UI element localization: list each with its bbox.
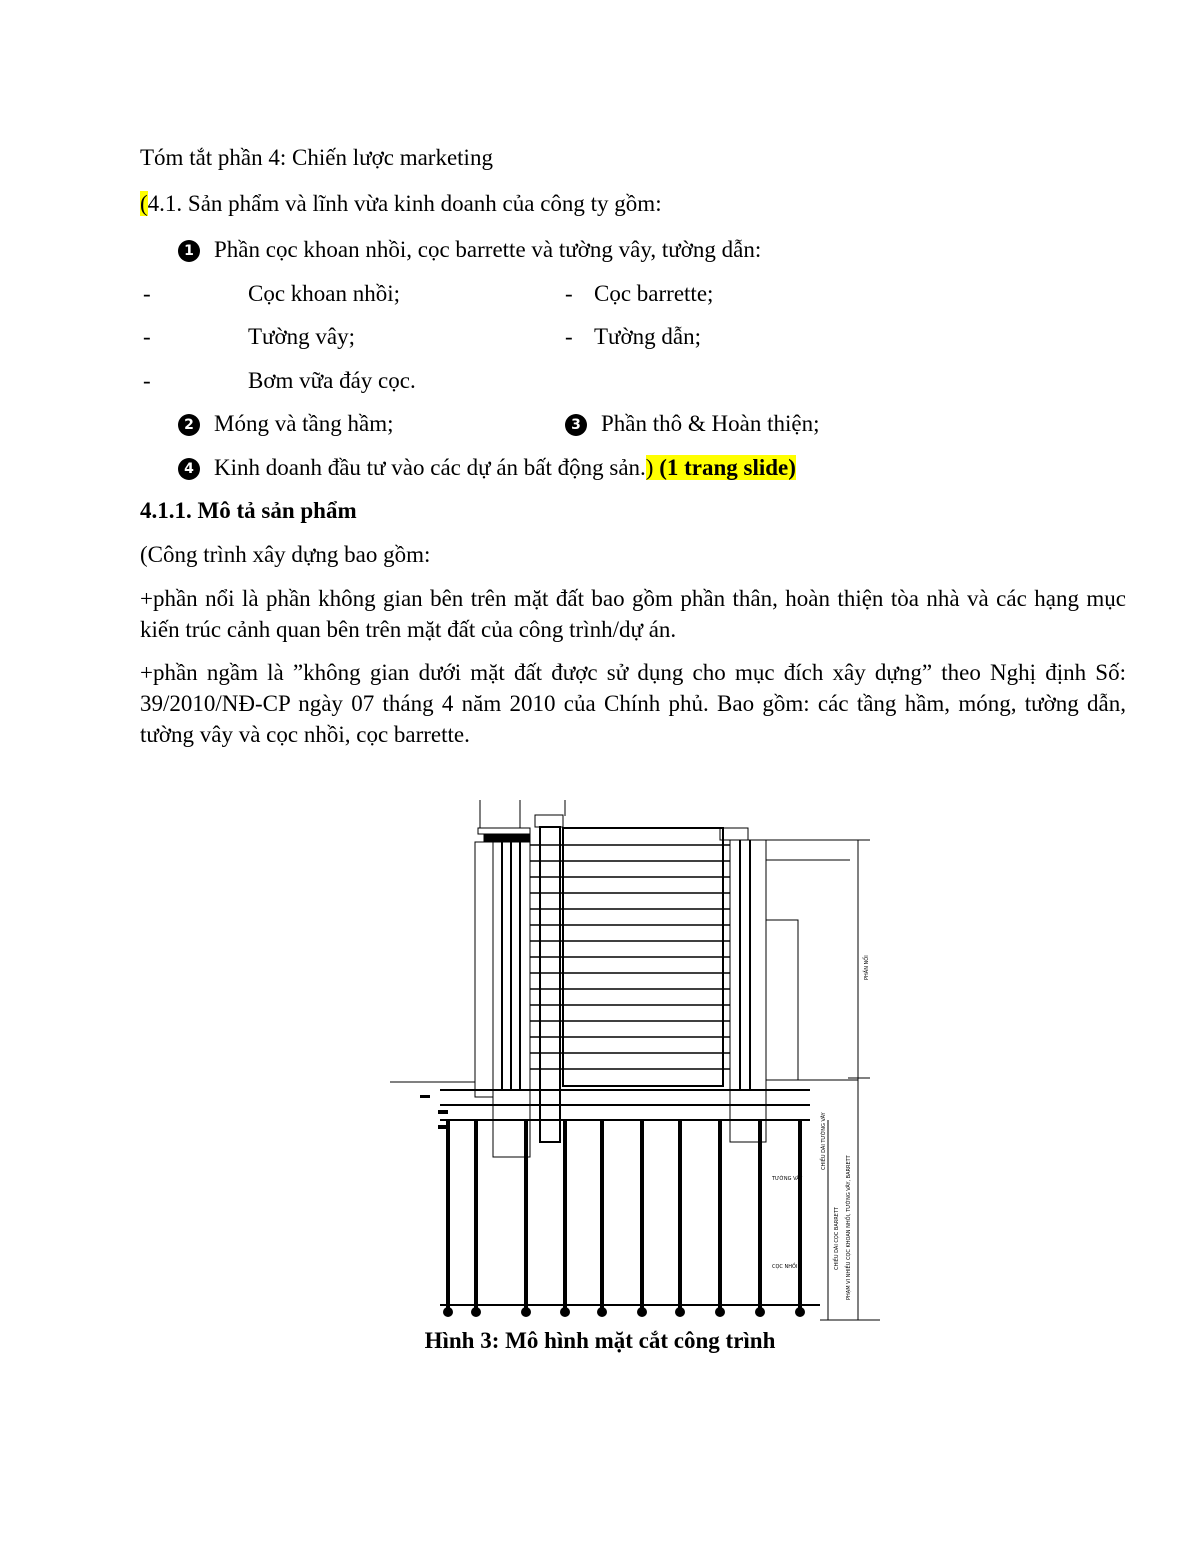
pile-tip <box>795 1307 805 1317</box>
number-1-icon: 1 <box>178 240 200 262</box>
list-item-4-text: Kinh doanh đầu tư vào các dự án bất động sản. <box>214 455 646 480</box>
dash-marker: - <box>565 281 573 306</box>
pile-tip <box>637 1307 647 1317</box>
dash-item-text: Cọc khoan nhồi; <box>248 281 401 306</box>
paragraph-above-ground: +phần nổi là phần không gian bên trên mặt đất bao gồm phần thân, hoàn thiện tòa nhà và các hạng mục kiến trúc cảnh quan bên trên mặt đất của công trình/dự án. <box>140 586 1126 642</box>
section-intro <box>140 190 662 218</box>
pile-tip <box>560 1307 570 1317</box>
pile <box>474 1120 478 1310</box>
label-tuong-vay: TƯỜNG VÂY <box>772 1176 803 1182</box>
list-item-2-text: Móng và tầng hầm; <box>214 411 394 436</box>
number-3-icon: 3 <box>565 414 587 436</box>
list-item-1-text: Phần cọc khoan nhồi, cọc barrette và tường vây, tường dẫn: <box>214 237 762 262</box>
pile-tip <box>443 1307 453 1317</box>
list-item-3-text: Phần thô & Hoàn thiện; <box>601 411 820 436</box>
pile <box>678 1120 682 1310</box>
highlight-note: ) (1 trang slide) <box>645 455 796 480</box>
label-pham-vi: PHẠM VI NHIỀU CỌC KHOAN NHỒI, TƯỜNG VÂY, BARRETT <box>846 1155 852 1300</box>
dash-item-text: Bơm vữa đáy cọc. <box>248 368 416 393</box>
pile <box>718 1120 722 1310</box>
dash-item-text: Tường dẫn; <box>594 324 702 349</box>
dash-marker: - <box>143 324 151 349</box>
dash-item-text: Cọc barrette; <box>594 281 714 306</box>
figure-caption: Hình 3: Mô hình mặt cắt công trình <box>424 1328 776 1353</box>
highlight-paren: ( <box>140 191 148 216</box>
building-section-drawing <box>380 800 900 1325</box>
dash-item-text: Tường vây; <box>248 324 356 349</box>
list-item-4 <box>178 454 796 482</box>
pile <box>798 1120 802 1310</box>
list-item-1 <box>178 236 761 264</box>
paragraph-intro: (Công trình xây dựng bao gồm: <box>140 542 431 567</box>
pile <box>600 1120 604 1310</box>
pile <box>758 1120 762 1310</box>
pile <box>640 1120 644 1310</box>
summary-title: Tóm tắt phần 4: Chiến lược marketing <box>140 145 493 170</box>
list-item-3 <box>565 410 819 438</box>
label-chieu-dai-coc-barrett: CHIỀU DÀI CỌC BARRETT <box>834 1207 840 1270</box>
number-4-icon: 4 <box>178 458 200 480</box>
label-chieu-dai-tuong-vay: CHIỀU DÀI TƯỜNG VÂY <box>821 1112 827 1170</box>
pile-tip <box>471 1307 481 1317</box>
subsection-title: 4.1.1. Mô tả sản phẩm <box>140 498 357 523</box>
dash-marker: - <box>565 324 573 349</box>
label-phan-noi: PHẦN NỔI <box>864 955 870 980</box>
section-intro-text: 4.1. Sản phẩm và lĩnh vừa kinh doanh của công ty gồm: <box>147 191 662 216</box>
pile-tip <box>755 1307 765 1317</box>
list-item-2 <box>178 410 394 438</box>
pile-tip <box>675 1307 685 1317</box>
number-2-icon: 2 <box>178 414 200 436</box>
paragraph-underground: +phần ngầm là ”không gian dưới mặt đất được sử dụng cho mục đích xây dựng” theo Nghị định Số: 39/2010/NĐ-CP ngày 07 tháng 4 năm 2010 của Chính phủ. Bao gồm: các tầng hầm, móng, tường dẫn, tường vây và cọc nhồi, cọc barrette. <box>140 660 1126 747</box>
pile-tip <box>715 1307 725 1317</box>
pile-tip <box>597 1307 607 1317</box>
dash-marker: - <box>143 368 151 393</box>
pile <box>446 1120 450 1310</box>
pile-tip <box>521 1307 531 1317</box>
label-coc-nhoi: CỌC NHỒI <box>772 1264 798 1270</box>
pile <box>563 1120 567 1310</box>
pile <box>524 1120 528 1310</box>
dash-marker: - <box>143 281 151 306</box>
